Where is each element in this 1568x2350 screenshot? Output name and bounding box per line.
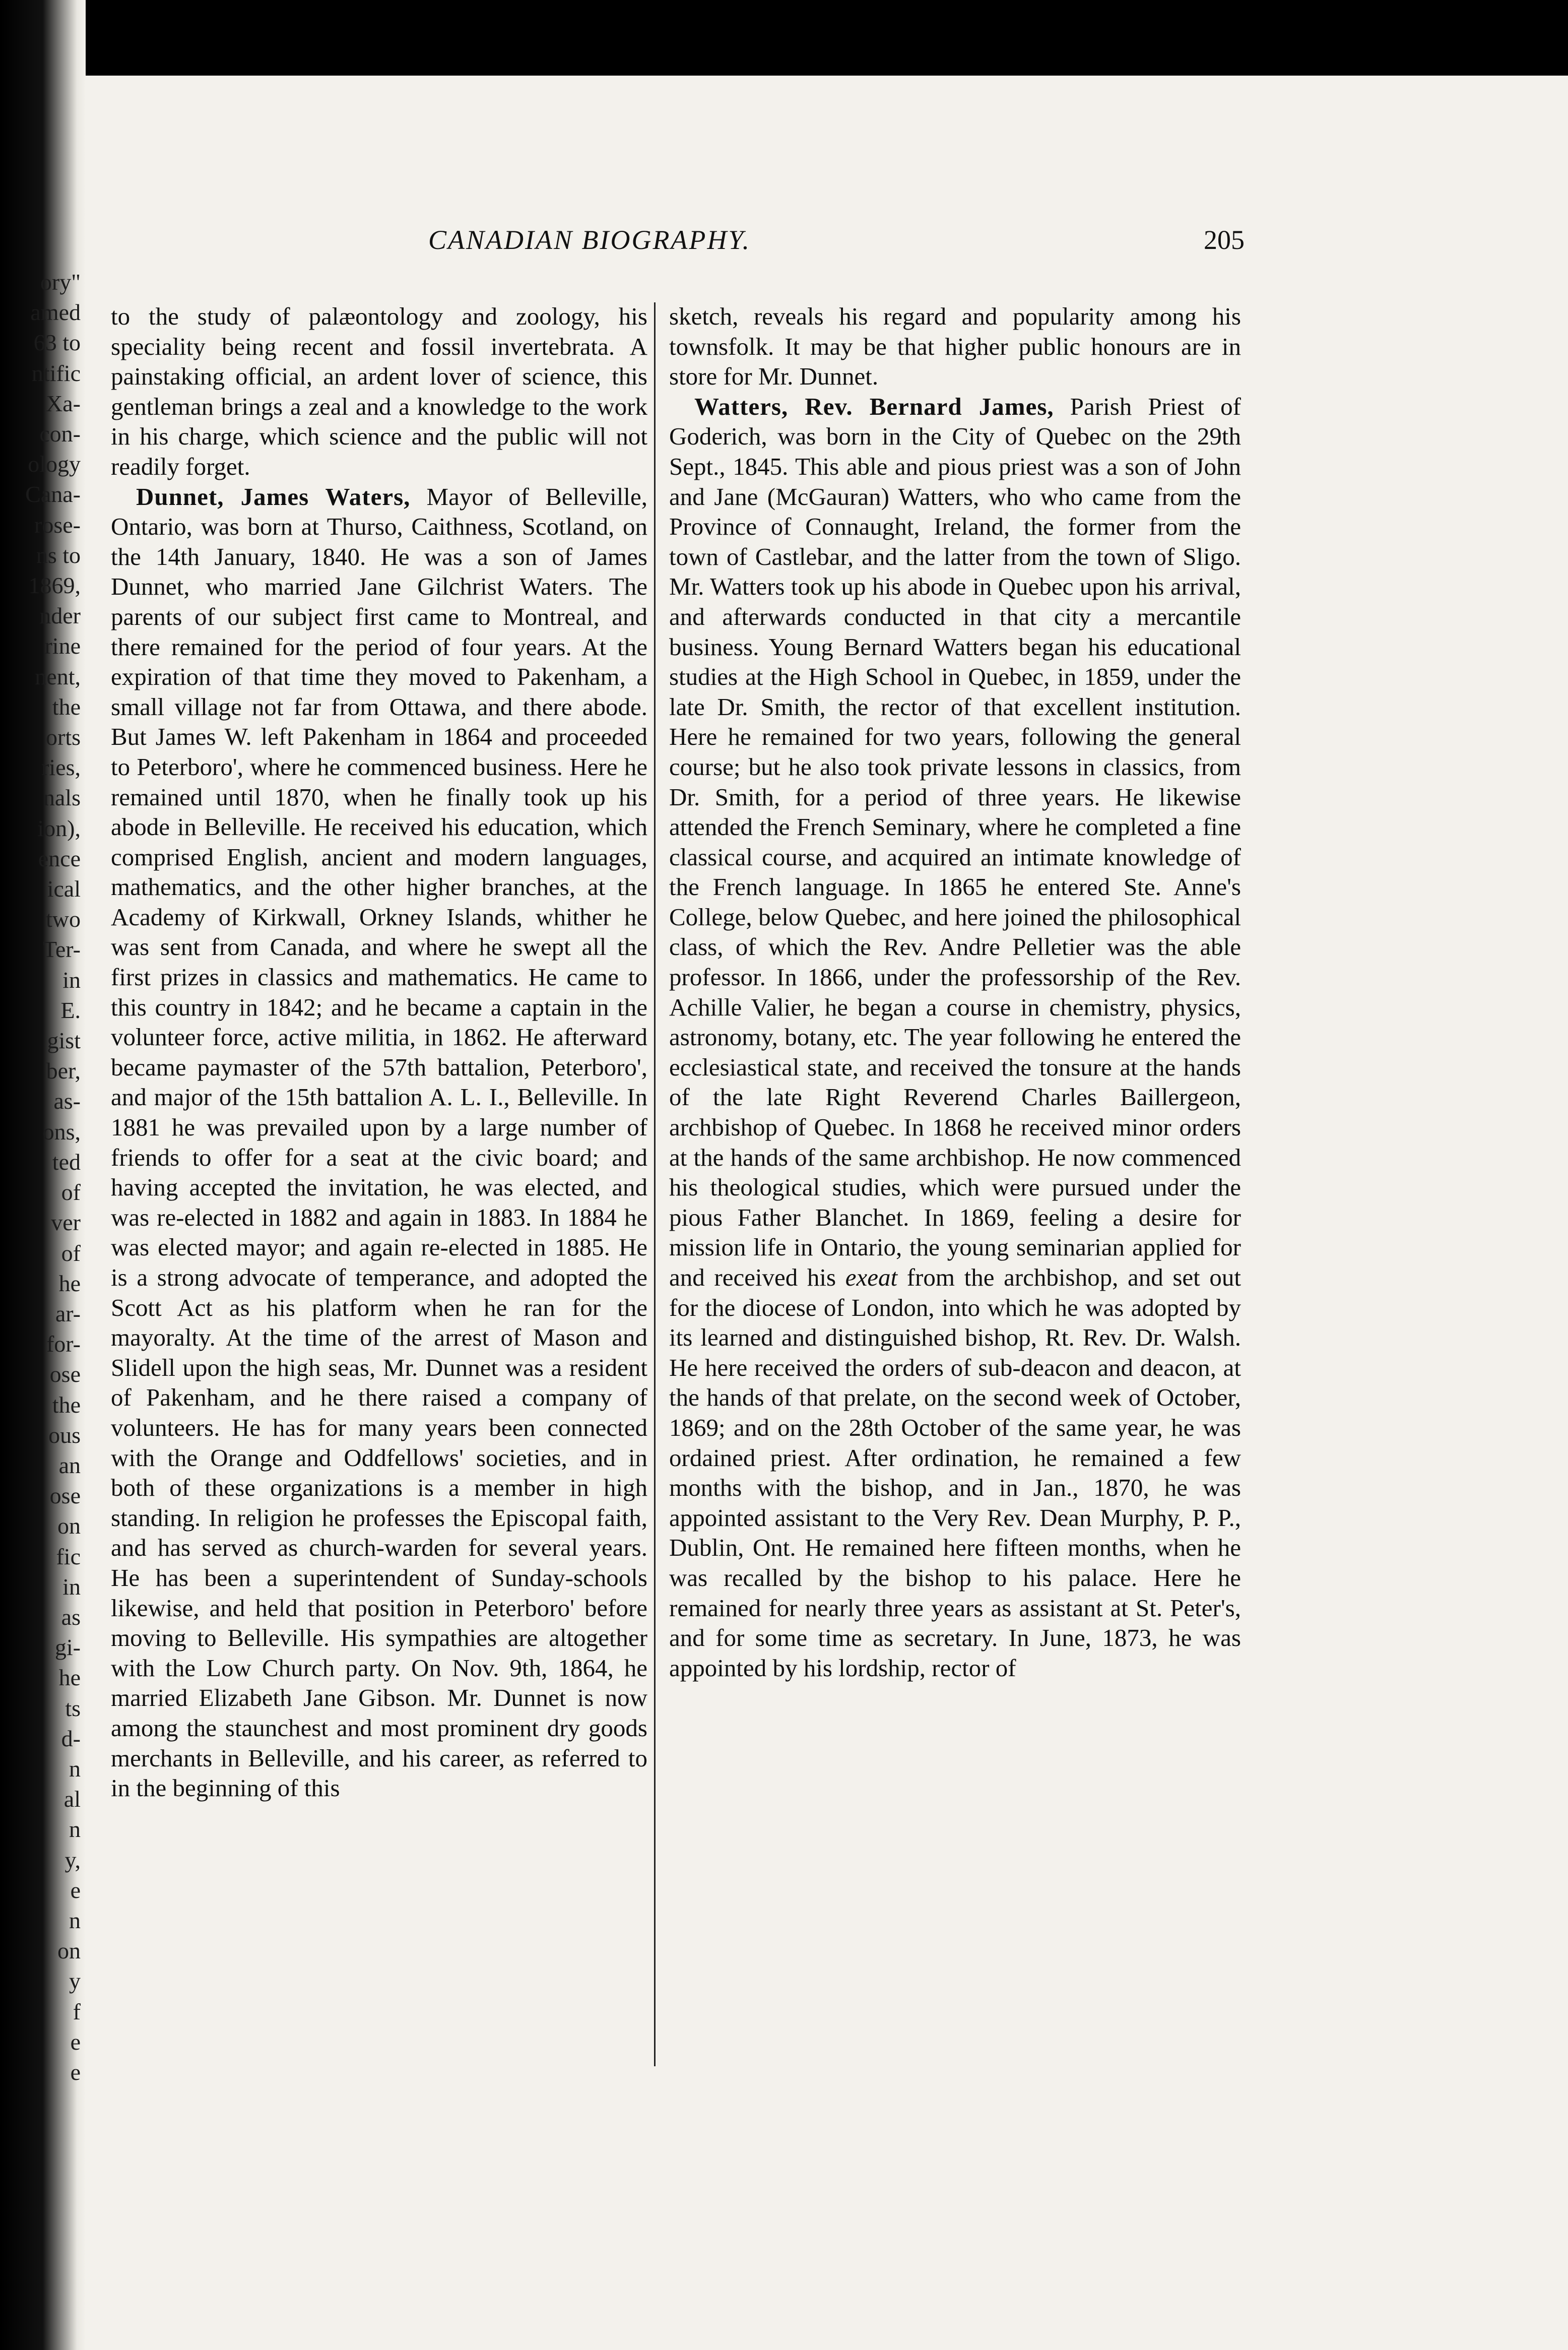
margin-fragment: ntific	[31, 360, 81, 386]
biography-entry-dunnet	[111, 482, 647, 1803]
margin-fragment: ose	[49, 1483, 81, 1509]
column-divider	[654, 302, 656, 2066]
margin-fragment: ons,	[42, 1118, 81, 1145]
margin-fragment: fic	[56, 1543, 81, 1569]
margin-fragment: y,	[64, 1847, 81, 1873]
margin-fragment: al	[63, 1786, 81, 1812]
margin-fragment: y	[69, 1968, 81, 1994]
entry-text: Parish Priest of Goderich, was born in the City of Quebec on the 29th Sept., 1845. This able and pious priest was a son of John and Jane (McGauran) Watters, who who came from the Province of Connaught, Ireland, the former from the town of Castlebar, and the latter from the town of Sligo. Mr. Watters took up his abode in Quebec upon his arrival, and afterwards conducted in that city a mercantile business. Young Bernard Watters began his educational studies at the High School in Quebec, in 1859, under the late Dr. Smith, the rector of that excellent institution. Here he remained for two years, following the general course; but he also took private lessons in classics, from Dr. Smith, for a period of three years. He likewise attended the French Seminary, where he completed a fine classical course, and acquired an intimate knowledge of the French language. In 1865 he entered Ste. Anne's College, below Quebec, and here joined the philosophical class, of which the Rev. Andre Pelletier was the able professor. In 1866, under the professorship of the Rev. Achille Valier, he began a course in chemistry, physics, astronomy, botany, etc. The year following he entered the ecclesiastical state, and received the tonsure at the hands of the late Right Reverend Charles Baillergeon, archbishop of Quebec. In 1868 he received minor orders at the hands of the same archbishop. He now commenced his theological studies, which were pursued under the pious Father Blanchet. In 1869, feeling a desire for mission life in Ontario, the young seminarian applied for and received his	[669, 392, 1241, 1291]
margin-fragment: n	[69, 1907, 81, 1933]
margin-fragment: n	[69, 1755, 81, 1782]
entry-text-italic: exeat	[845, 1263, 898, 1291]
left-column	[111, 301, 647, 1803]
entry-text: from the archbishop, and set out for the diocese of London, into which he was adopted by its learned and distinguished bishop, Rt. Rev. Dr. Walsh. He here received the orders of sub-deacon and deacon, at the hands of that prelate, on the second week of October, 1869; and on the 28th October of the same year, he was ordained priest. After ordination, he remained a few months with the bishop, and in Jan., 1870, he was appointed assistant to the Very Rev. Dean Murphy, P. P., Dublin, Ont. He remained here fifteen months, when he was recalled by the bishop to his palace. Here he remained for nearly three years as assistant at St. Peter's, and for some time as secretary. In June, 1873, he was appointed by his lordship, rector of	[669, 1263, 1241, 1682]
page-number: 205	[1204, 225, 1245, 255]
margin-fragment: ries,	[41, 754, 81, 781]
margin-fragment: ology	[28, 451, 81, 477]
margin-fragment: e	[70, 1877, 81, 1903]
entry-name: Dunnet, James Waters,	[136, 482, 411, 511]
margin-fragment: he	[58, 1270, 81, 1296]
margin-fragment: for-	[46, 1331, 81, 1357]
margin-fragment: ion),	[37, 815, 81, 841]
margin-fragment: of	[61, 1179, 81, 1205]
margin-fragment: d-	[61, 1725, 81, 1751]
margin-fragment: 63 to	[33, 330, 81, 356]
paragraph: sketch, reveals his regard and popularity among his townsfolk. It may be that higher public honours are in store for Mr. Dunnet.	[669, 302, 1241, 391]
margin-fragment: f	[73, 1998, 81, 2024]
margin-fragment: ns to	[36, 542, 81, 568]
margin-fragment: Xa-	[46, 390, 81, 416]
margin-fragment: Cana-	[25, 481, 81, 507]
margin-fragment: the	[52, 1391, 81, 1418]
margin-fragment: gi-	[54, 1634, 81, 1661]
biography-entry-watters	[669, 392, 1241, 1683]
margin-fragment: ver	[51, 1210, 81, 1236]
margin-fragment: an	[58, 1452, 81, 1478]
running-title: CANADIAN BIOGRAPHY.	[428, 225, 751, 255]
entry-text: Mayor of Belleville, Ontario, was born at Thurso, Caithness, Scotland, on the 14th January, 1840. He was a son of James Dunnet, who married Jane Gilchrist Waters. The parents of our subject first came to Montreal, and there remained for the period of four years. At the expiration of that time they moved to Pakenham, a small village not far from Ottawa, and there abode. But James W. left Pakenham in 1864 and proceeded to Peterboro', where he commenced business. Here he remained until 1870, when he finally took up his abode in Belleville. He received his education, which comprised English, ancient and modern languages, mathematics, and the other higher branches, at the Academy of Kirkwall, Orkney Islands, whither he was sent from Canada, and where he swept all the first prizes in classics and mathematics. He came to this country in 1842; and he became a captain in the volunteer force, active militia, in 1862. He afterward became paymaster of the 57th battalion, Peterboro', and major of the 15th battalion A. L. I., Belleville. In 1881 he was prevailed upon by a large number of friends to offer for a seat at the civic board; and having accepted the invitation, he was elected, and was re-elected in 1882 and again in 1883. In 1884 he was elected mayor; and again re-elected in 1885. He is a strong advocate of temperance, and adopted the Scott Act as his platform when he ran for the mayoralty. At the time of the arrest of Mason and Slidell upon the high seas, Mr. Dunnet was a resident of Pakenham, and he there raised a company of volunteers. He has for many years been connected with the Orange and Oddfellows' societies, and in both of these organizations is a member in high standing. In religion he professes the Episcopal faith, and has served as church-warden for several years. He has been a superintendent of Sunday-schools likewise, and held that position in Peterboro' before moving to Belleville. His sympathies are altogether with the Low Church party. On Nov. 9th, 1864, he married Elizabeth Jane Gibson. Mr. Dunnet is now among the staunchest and most prominent dry goods merchants in Belleville, and his career, as referred to in the beginning of this	[111, 482, 647, 1802]
margin-fragment: n	[69, 1816, 81, 1843]
margin-fragment: he	[58, 1665, 81, 1691]
margin-fragment: ory"	[40, 269, 81, 295]
margin-fragment: two	[46, 906, 81, 932]
margin-fragment: of	[61, 1240, 81, 1266]
margin-fragment: gist	[47, 1028, 81, 1054]
paragraph: to the study of palæontology and zoology, his speciality being recent and fossil invertebrata. A painstaking official, an ardent lover of science, this gentleman brings a zeal and a knowledge to the work in his charge, which science and the public will not readily forget.	[111, 302, 647, 480]
margin-fragment: con-	[39, 421, 81, 447]
margin-fragment: Ter-	[42, 936, 81, 963]
margin-fragment: E.	[60, 997, 81, 1023]
margin-fragment: on	[57, 1938, 81, 1964]
margin-fragment: nals	[43, 785, 81, 811]
margin-fragment: e	[70, 2028, 81, 2055]
margin-fragment: 1869,	[28, 573, 81, 599]
margin-fragment: as-	[53, 1088, 81, 1114]
margin-fragment: nder	[39, 603, 81, 629]
margin-fragment: orts	[46, 724, 81, 750]
margin-fragment: ical	[47, 876, 81, 902]
margin-fragment: in	[62, 967, 81, 993]
margin-fragment: amed	[30, 299, 81, 326]
margin-fragment: ber,	[46, 1058, 81, 1084]
margin-fragment: on	[57, 1513, 81, 1539]
margin-fragment: e	[70, 2059, 81, 2085]
margin-fragment: as	[61, 1604, 81, 1630]
margin-fragment: ted	[52, 1149, 81, 1175]
margin-fragment: the	[52, 693, 81, 720]
right-column	[669, 301, 1241, 1683]
margin-fragment: ar-	[55, 1300, 81, 1326]
margin-fragment: rine	[44, 633, 81, 659]
margin-fragment: ts	[65, 1695, 81, 1721]
margin-fragment: ence	[38, 845, 81, 871]
margin-fragment: in	[62, 1573, 81, 1600]
entry-name: Watters, Rev. Bernard James,	[694, 392, 1054, 420]
margin-fragment: nent,	[35, 663, 81, 689]
adjacent-page-fragment	[0, 267, 86, 2087]
margin-fragment: rose-	[34, 512, 81, 538]
margin-fragment: ose	[49, 1361, 81, 1387]
margin-fragment: ous	[48, 1422, 81, 1448]
